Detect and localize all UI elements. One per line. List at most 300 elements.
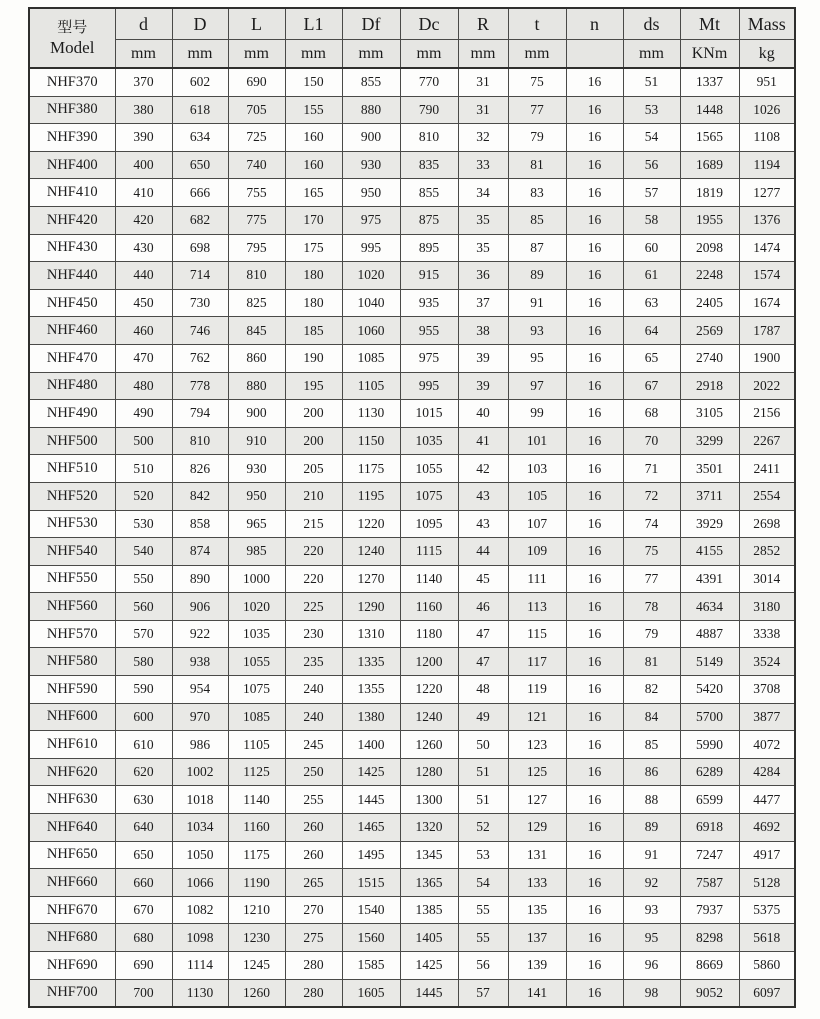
- table-row: [29, 400, 795, 428]
- value-cell: 16: [566, 151, 623, 179]
- value-cell: 1020: [228, 593, 285, 621]
- column-unit-cell: KNm: [680, 40, 739, 69]
- value-cell: 1445: [342, 786, 400, 814]
- model-cell: NHF670: [29, 896, 115, 924]
- value-cell: 195: [285, 372, 342, 400]
- value-cell: 1055: [400, 455, 458, 483]
- value-cell: 3180: [739, 593, 795, 621]
- value-cell: 129: [508, 814, 566, 842]
- value-cell: 1565: [680, 124, 739, 152]
- value-cell: 826: [172, 455, 228, 483]
- value-cell: 16: [566, 979, 623, 1007]
- value-cell: 1108: [739, 124, 795, 152]
- value-cell: 2852: [739, 538, 795, 566]
- value-cell: 1105: [342, 372, 400, 400]
- value-cell: 16: [566, 786, 623, 814]
- value-cell: 75: [623, 538, 680, 566]
- value-cell: 2022: [739, 372, 795, 400]
- value-cell: 1365: [400, 869, 458, 897]
- model-cell: NHF660: [29, 869, 115, 897]
- column-unit-cell: kg: [739, 40, 795, 69]
- column-unit-cell: mm: [172, 40, 228, 69]
- value-cell: 35: [458, 206, 508, 234]
- value-cell: 5990: [680, 731, 739, 759]
- value-cell: 5149: [680, 648, 739, 676]
- value-cell: 88: [623, 786, 680, 814]
- value-cell: 85: [508, 206, 566, 234]
- table-row: [29, 510, 795, 538]
- value-cell: 16: [566, 896, 623, 924]
- value-cell: 698: [172, 234, 228, 262]
- model-cell: NHF630: [29, 786, 115, 814]
- table-row: [29, 317, 795, 345]
- table-body: [29, 68, 795, 1007]
- value-cell: 810: [172, 427, 228, 455]
- value-cell: 46: [458, 593, 508, 621]
- value-cell: 67: [623, 372, 680, 400]
- value-cell: 57: [623, 179, 680, 207]
- value-cell: 1230: [228, 924, 285, 952]
- value-cell: 16: [566, 124, 623, 152]
- value-cell: 8298: [680, 924, 739, 952]
- value-cell: 1020: [342, 262, 400, 290]
- value-cell: 41: [458, 427, 508, 455]
- value-cell: 1405: [400, 924, 458, 952]
- value-cell: 510: [115, 455, 172, 483]
- value-cell: 1018: [172, 786, 228, 814]
- value-cell: 660: [115, 869, 172, 897]
- value-cell: 1034: [172, 814, 228, 842]
- header-unit-row: [29, 40, 795, 69]
- value-cell: 16: [566, 814, 623, 842]
- value-cell: 550: [115, 565, 172, 593]
- value-cell: 922: [172, 620, 228, 648]
- value-cell: 640: [115, 814, 172, 842]
- value-cell: 1075: [228, 676, 285, 704]
- value-cell: 682: [172, 206, 228, 234]
- value-cell: 705: [228, 96, 285, 124]
- value-cell: 670: [115, 896, 172, 924]
- table-row: [29, 648, 795, 676]
- column-unit-cell: mm: [228, 40, 285, 69]
- value-cell: 1335: [342, 648, 400, 676]
- value-cell: 215: [285, 510, 342, 538]
- value-cell: 890: [172, 565, 228, 593]
- value-cell: 690: [228, 68, 285, 96]
- value-cell: 260: [285, 841, 342, 869]
- value-cell: 795: [228, 234, 285, 262]
- value-cell: 43: [458, 510, 508, 538]
- value-cell: 910: [228, 427, 285, 455]
- value-cell: 842: [172, 482, 228, 510]
- value-cell: 16: [566, 841, 623, 869]
- table-row: [29, 68, 795, 96]
- table-row: [29, 758, 795, 786]
- value-cell: 3338: [739, 620, 795, 648]
- value-cell: 37: [458, 289, 508, 317]
- table-row: [29, 124, 795, 152]
- value-cell: 39: [458, 344, 508, 372]
- value-cell: 31: [458, 96, 508, 124]
- model-label-en: Model: [50, 37, 95, 57]
- column-label-cell: D: [172, 8, 228, 40]
- value-cell: 86: [623, 758, 680, 786]
- value-cell: 5700: [680, 703, 739, 731]
- value-cell: 825: [228, 289, 285, 317]
- value-cell: 4155: [680, 538, 739, 566]
- value-cell: 618: [172, 96, 228, 124]
- model-cell: NHF640: [29, 814, 115, 842]
- model-label-zh: 型号: [57, 18, 88, 36]
- value-cell: 5860: [739, 952, 795, 980]
- value-cell: 1245: [228, 952, 285, 980]
- value-cell: 875: [400, 206, 458, 234]
- value-cell: 160: [285, 124, 342, 152]
- value-cell: 16: [566, 869, 623, 897]
- value-cell: 1130: [172, 979, 228, 1007]
- value-cell: 3014: [739, 565, 795, 593]
- value-cell: 82: [623, 676, 680, 704]
- value-cell: 133: [508, 869, 566, 897]
- value-cell: 1465: [342, 814, 400, 842]
- value-cell: 938: [172, 648, 228, 676]
- value-cell: 8669: [680, 952, 739, 980]
- value-cell: 16: [566, 289, 623, 317]
- value-cell: 1515: [342, 869, 400, 897]
- value-cell: 40: [458, 400, 508, 428]
- value-cell: 75: [508, 68, 566, 96]
- value-cell: 2411: [739, 455, 795, 483]
- value-cell: 150: [285, 68, 342, 96]
- value-cell: 1015: [400, 400, 458, 428]
- value-cell: 1674: [739, 289, 795, 317]
- value-cell: 935: [400, 289, 458, 317]
- value-cell: 1055: [228, 648, 285, 676]
- value-cell: 95: [623, 924, 680, 952]
- value-cell: 7587: [680, 869, 739, 897]
- value-cell: 5128: [739, 869, 795, 897]
- model-cell: NHF620: [29, 758, 115, 786]
- value-cell: 995: [400, 372, 458, 400]
- value-cell: 9052: [680, 979, 739, 1007]
- value-cell: 81: [508, 151, 566, 179]
- value-cell: 81: [623, 648, 680, 676]
- value-cell: 97: [508, 372, 566, 400]
- value-cell: 56: [623, 151, 680, 179]
- value-cell: 965: [228, 510, 285, 538]
- value-cell: 1175: [228, 841, 285, 869]
- value-cell: 16: [566, 317, 623, 345]
- value-cell: 845: [228, 317, 285, 345]
- value-cell: 930: [342, 151, 400, 179]
- value-cell: 450: [115, 289, 172, 317]
- value-cell: 79: [508, 124, 566, 152]
- value-cell: 240: [285, 703, 342, 731]
- value-cell: 165: [285, 179, 342, 207]
- value-cell: 4284: [739, 758, 795, 786]
- value-cell: 109: [508, 538, 566, 566]
- value-cell: 460: [115, 317, 172, 345]
- value-cell: 16: [566, 924, 623, 952]
- value-cell: 54: [623, 124, 680, 152]
- value-cell: 16: [566, 676, 623, 704]
- value-cell: 1190: [228, 869, 285, 897]
- value-cell: 60: [623, 234, 680, 262]
- value-cell: 200: [285, 400, 342, 428]
- table-row: [29, 455, 795, 483]
- model-cell: NHF590: [29, 676, 115, 704]
- table-row: [29, 234, 795, 262]
- value-cell: 79: [623, 620, 680, 648]
- value-cell: 3299: [680, 427, 739, 455]
- table-row: [29, 289, 795, 317]
- column-unit-cell: mm: [400, 40, 458, 69]
- value-cell: 1130: [342, 400, 400, 428]
- value-cell: 2248: [680, 262, 739, 290]
- value-cell: 725: [228, 124, 285, 152]
- value-cell: 1050: [172, 841, 228, 869]
- value-cell: 38: [458, 317, 508, 345]
- value-cell: 1474: [739, 234, 795, 262]
- model-cell: NHF530: [29, 510, 115, 538]
- value-cell: 4917: [739, 841, 795, 869]
- value-cell: 260: [285, 814, 342, 842]
- value-cell: 240: [285, 676, 342, 704]
- value-cell: 3501: [680, 455, 739, 483]
- value-cell: 1280: [400, 758, 458, 786]
- table-row: [29, 179, 795, 207]
- value-cell: 16: [566, 703, 623, 731]
- value-cell: 1115: [400, 538, 458, 566]
- value-cell: 3877: [739, 703, 795, 731]
- value-cell: 4692: [739, 814, 795, 842]
- value-cell: 1105: [228, 731, 285, 759]
- value-cell: 87: [508, 234, 566, 262]
- value-cell: 16: [566, 427, 623, 455]
- table-row: [29, 620, 795, 648]
- model-cell: NHF580: [29, 648, 115, 676]
- value-cell: 16: [566, 565, 623, 593]
- value-cell: 1689: [680, 151, 739, 179]
- value-cell: 1000: [228, 565, 285, 593]
- value-cell: 250: [285, 758, 342, 786]
- value-cell: 420: [115, 206, 172, 234]
- value-cell: 160: [285, 151, 342, 179]
- value-cell: 65: [623, 344, 680, 372]
- value-cell: 2405: [680, 289, 739, 317]
- value-cell: 540: [115, 538, 172, 566]
- value-cell: 53: [623, 96, 680, 124]
- value-cell: 58: [623, 206, 680, 234]
- model-cell: NHF560: [29, 593, 115, 621]
- value-cell: 16: [566, 731, 623, 759]
- value-cell: 34: [458, 179, 508, 207]
- model-cell: NHF550: [29, 565, 115, 593]
- value-cell: 57: [458, 979, 508, 1007]
- value-cell: 210: [285, 482, 342, 510]
- column-label-cell: Mt: [680, 8, 739, 40]
- value-cell: 1160: [400, 593, 458, 621]
- value-cell: 1355: [342, 676, 400, 704]
- value-cell: 96: [623, 952, 680, 980]
- value-cell: 16: [566, 400, 623, 428]
- model-cell: NHF610: [29, 731, 115, 759]
- value-cell: 50: [458, 731, 508, 759]
- value-cell: 470: [115, 344, 172, 372]
- value-cell: 680: [115, 924, 172, 952]
- column-label-cell: Mass: [739, 8, 795, 40]
- value-cell: 880: [342, 96, 400, 124]
- value-cell: 6289: [680, 758, 739, 786]
- value-cell: 950: [342, 179, 400, 207]
- table-row: [29, 538, 795, 566]
- table-row: [29, 96, 795, 124]
- value-cell: 47: [458, 648, 508, 676]
- value-cell: 2156: [739, 400, 795, 428]
- value-cell: 2918: [680, 372, 739, 400]
- value-cell: 93: [508, 317, 566, 345]
- column-label-cell: n: [566, 8, 623, 40]
- table-row: [29, 731, 795, 759]
- value-cell: 930: [228, 455, 285, 483]
- model-cell: NHF570: [29, 620, 115, 648]
- value-cell: 39: [458, 372, 508, 400]
- value-cell: 950: [228, 482, 285, 510]
- value-cell: 51: [623, 68, 680, 96]
- value-cell: 1002: [172, 758, 228, 786]
- value-cell: 634: [172, 124, 228, 152]
- value-cell: 91: [508, 289, 566, 317]
- value-cell: 84: [623, 703, 680, 731]
- value-cell: 1240: [342, 538, 400, 566]
- value-cell: 121: [508, 703, 566, 731]
- value-cell: 4072: [739, 731, 795, 759]
- value-cell: 1495: [342, 841, 400, 869]
- table-row: [29, 676, 795, 704]
- value-cell: 1085: [342, 344, 400, 372]
- value-cell: 714: [172, 262, 228, 290]
- model-cell: NHF460: [29, 317, 115, 345]
- value-cell: 113: [508, 593, 566, 621]
- value-cell: 1210: [228, 896, 285, 924]
- value-cell: 1290: [342, 593, 400, 621]
- value-cell: 400: [115, 151, 172, 179]
- value-cell: 31: [458, 68, 508, 96]
- value-cell: 1560: [342, 924, 400, 952]
- table-row: [29, 565, 795, 593]
- value-cell: 92: [623, 869, 680, 897]
- model-cell: NHF490: [29, 400, 115, 428]
- column-unit-cell: mm: [342, 40, 400, 69]
- value-cell: 127: [508, 786, 566, 814]
- table-row: [29, 869, 795, 897]
- table-row: [29, 372, 795, 400]
- column-unit-cell: mm: [285, 40, 342, 69]
- value-cell: 874: [172, 538, 228, 566]
- value-cell: 95: [508, 344, 566, 372]
- value-cell: 83: [508, 179, 566, 207]
- value-cell: 98: [623, 979, 680, 1007]
- value-cell: 855: [400, 179, 458, 207]
- value-cell: 55: [458, 896, 508, 924]
- value-cell: 123: [508, 731, 566, 759]
- column-unit-cell: mm: [458, 40, 508, 69]
- model-cell: NHF370: [29, 68, 115, 96]
- value-cell: 4391: [680, 565, 739, 593]
- model-header-cell: [29, 8, 115, 68]
- value-cell: 370: [115, 68, 172, 96]
- column-unit-cell: mm: [508, 40, 566, 69]
- table-row: [29, 593, 795, 621]
- value-cell: 139: [508, 952, 566, 980]
- value-cell: 205: [285, 455, 342, 483]
- value-cell: 155: [285, 96, 342, 124]
- value-cell: 220: [285, 538, 342, 566]
- value-cell: 170: [285, 206, 342, 234]
- value-cell: 4887: [680, 620, 739, 648]
- value-cell: 52: [458, 814, 508, 842]
- value-cell: 1066: [172, 869, 228, 897]
- value-cell: 880: [228, 372, 285, 400]
- model-cell: NHF540: [29, 538, 115, 566]
- column-unit-cell: [566, 40, 623, 69]
- value-cell: 6599: [680, 786, 739, 814]
- value-cell: 16: [566, 344, 623, 372]
- value-cell: 1320: [400, 814, 458, 842]
- value-cell: 16: [566, 96, 623, 124]
- model-cell: NHF430: [29, 234, 115, 262]
- value-cell: 3708: [739, 676, 795, 704]
- value-cell: 54: [458, 869, 508, 897]
- value-cell: 1026: [739, 96, 795, 124]
- value-cell: 380: [115, 96, 172, 124]
- value-cell: 131: [508, 841, 566, 869]
- table-row: [29, 344, 795, 372]
- value-cell: 570: [115, 620, 172, 648]
- value-cell: 275: [285, 924, 342, 952]
- value-cell: 47: [458, 620, 508, 648]
- value-cell: 1385: [400, 896, 458, 924]
- value-cell: 125: [508, 758, 566, 786]
- value-cell: 16: [566, 538, 623, 566]
- value-cell: 16: [566, 593, 623, 621]
- model-cell: NHF400: [29, 151, 115, 179]
- value-cell: 43: [458, 482, 508, 510]
- model-cell: NHF510: [29, 455, 115, 483]
- value-cell: 230: [285, 620, 342, 648]
- value-cell: 1819: [680, 179, 739, 207]
- value-cell: 1900: [739, 344, 795, 372]
- value-cell: 975: [342, 206, 400, 234]
- value-cell: 895: [400, 234, 458, 262]
- value-cell: 180: [285, 289, 342, 317]
- value-cell: 906: [172, 593, 228, 621]
- value-cell: 2569: [680, 317, 739, 345]
- value-cell: 985: [228, 538, 285, 566]
- value-cell: 49: [458, 703, 508, 731]
- value-cell: 103: [508, 455, 566, 483]
- value-cell: 16: [566, 455, 623, 483]
- value-cell: 137: [508, 924, 566, 952]
- value-cell: 105: [508, 482, 566, 510]
- column-label-cell: Df: [342, 8, 400, 40]
- value-cell: 1160: [228, 814, 285, 842]
- value-cell: 794: [172, 400, 228, 428]
- value-cell: 255: [285, 786, 342, 814]
- value-cell: 280: [285, 979, 342, 1007]
- model-cell: NHF450: [29, 289, 115, 317]
- value-cell: 111: [508, 565, 566, 593]
